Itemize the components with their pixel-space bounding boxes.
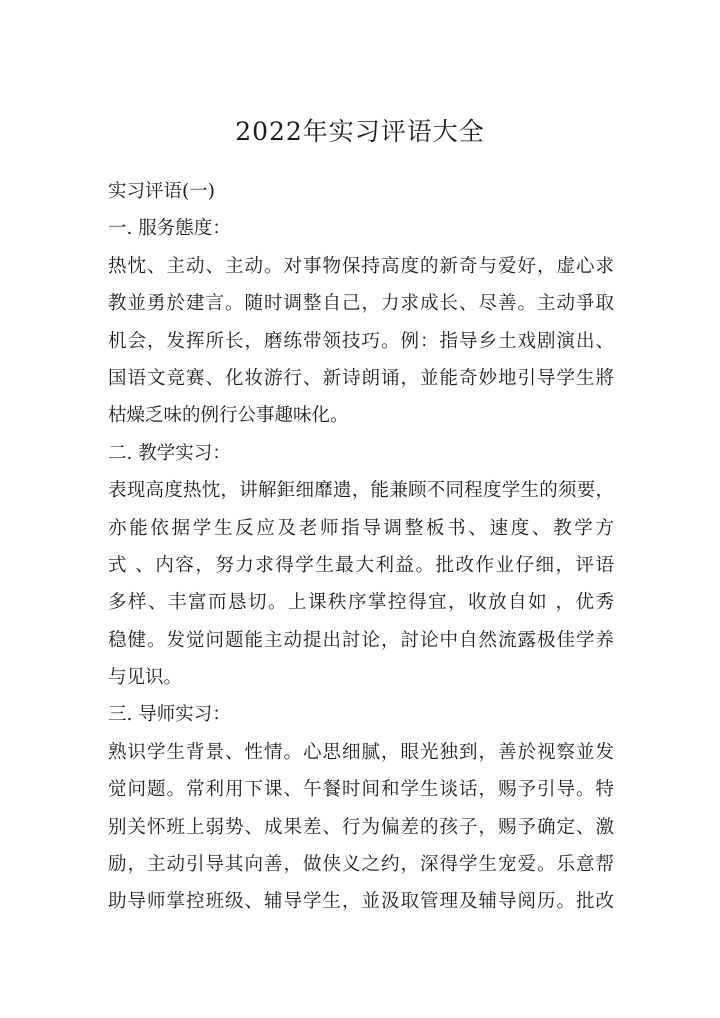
paragraph-line: 教並勇於建言。随时调整自己，力求成长、尽善。主动爭取 bbox=[108, 293, 614, 315]
paragraph-line: 别关怀班上弱势、成果差、行为偏差的孩子，赐予确定、激 bbox=[108, 816, 614, 838]
paragraph-line: 多样、丰富而恳切。上课秩序掌控得宜，收放自如 ，优秀 bbox=[108, 592, 614, 614]
paragraph-line: 枯燥乏味的例行公事趣味化。 bbox=[108, 405, 349, 427]
paragraph-line: 国语文竞赛、化妆游行、新诗朗诵，並能奇妙地引导学生將 bbox=[108, 367, 614, 389]
subsection-heading: 二. 教学实习： bbox=[108, 442, 231, 464]
paragraph-line: 表现高度热忱，讲解鉅细靡遗，能兼顾不同程度学生的须要， bbox=[108, 480, 614, 502]
paragraph-line: 式 、内容，努力求得学生最大利益。批改作业仔细，评语 bbox=[108, 554, 614, 576]
section-heading: 实习评语(一) bbox=[108, 181, 215, 202]
paragraph-line: 亦能依据学生反应及老师指导调整板书、速度、教学方 bbox=[108, 517, 614, 539]
paragraph-line: 觉问题。常利用下课、午餐时间和学生谈话，赐予引导。特 bbox=[108, 779, 614, 801]
paragraph-line: 热忱、主动、主动。对事物保持高度的新奇与爱好，虚心求 bbox=[108, 255, 614, 277]
subsection-heading: 三. 导师实习： bbox=[108, 704, 231, 726]
paragraph-line: 稳健。发觉问题能主动提出討论，討论中自然流露极佳学养 bbox=[108, 629, 614, 651]
paragraph-line: 与见识。 bbox=[108, 667, 183, 689]
paragraph-line: 励，主动引导其向善，做侠义之约，深得学生宠爱。乐意帮 bbox=[108, 854, 614, 876]
paragraph-line: 机会，发挥所长，磨练带领技巧。例：指导乡土戏剧演出、 bbox=[108, 330, 614, 352]
document-title: 2022年实习评语大全 bbox=[235, 117, 485, 146]
subsection-heading: 一. 服务態度： bbox=[108, 218, 231, 240]
document-body bbox=[108, 173, 614, 921]
paragraph-line: 熟识学生背景、性情。心思细腻，眼光独到，善於视察並发 bbox=[108, 741, 614, 763]
paragraph-line: 助导师掌控班级、辅导学生，並汲取管理及辅导阅历。批改 bbox=[108, 891, 614, 913]
